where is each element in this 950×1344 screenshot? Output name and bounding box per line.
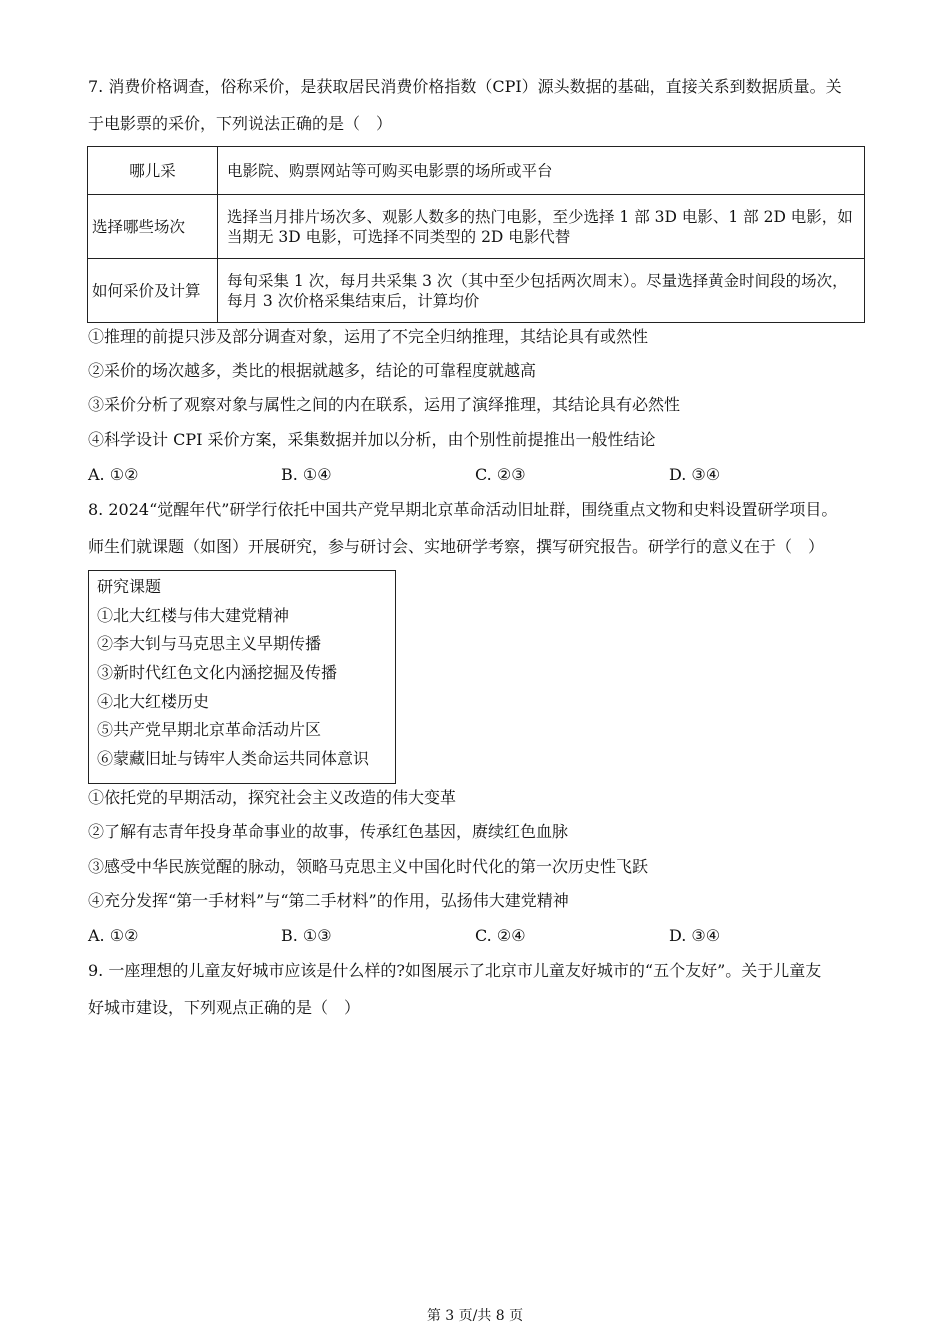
q7-option-c: C. ②③: [475, 465, 526, 484]
q7-statement: ③采价分析了观察对象与属性之间的内在联系，运用了演绎推理，其结论具有必然性: [88, 395, 681, 414]
q8-stem-line-2: 师生们就课题（如图）开展研究，参与研讨会、实地研学考察，撰写研究报告。研学行的意义在于（ ）: [88, 537, 825, 556]
box-item: ②李大钊与马克思主义早期传播: [97, 634, 322, 653]
box-item: ⑤共产党早期北京革命活动片区: [97, 720, 322, 739]
q9-stem-line-2: 好城市建设，下列观点正确的是（ ）: [88, 998, 361, 1017]
q7-option-a: A. ①②: [88, 465, 139, 484]
box-item: ⑥蒙藏旧址与铸牢人类命运共同体意识: [97, 749, 370, 768]
q8-option-d: D. ③④: [669, 926, 721, 945]
box-item: ④北大红楼历史: [97, 692, 210, 711]
table-row: [88, 147, 865, 195]
q8-option-c: C. ②④: [475, 926, 526, 945]
q8-statement: ④充分发挥“第一手材料”与“第二手材料”的作用，弘扬伟大建党精神: [88, 891, 569, 910]
q7-stem-line-2: 于电影票的采价，下列说法正确的是（ ）: [88, 114, 393, 133]
box-title: 研究课题: [97, 577, 162, 596]
box-item: ①北大红楼与伟大建党精神: [97, 606, 290, 625]
q8-statement: ①依托党的早期活动，探究社会主义改造的伟大变革: [88, 788, 457, 807]
page-footer: 第 3 页/共 8 页: [426, 1308, 524, 1324]
table-head-cell: 选择哪些场次: [88, 195, 218, 259]
q7-table: [87, 146, 865, 323]
q7-stem-line-1: 7. 消费价格调查，俗称采价，是获取居民消费价格指数（CPI）源头数据的基础，直接关系到数据质量。关: [88, 77, 842, 96]
q8-stem-line-1: 8. 2024“觉醒年代”研学行依托中国共产党早期北京革命活动旧址群，围绕重点文物和史料设置研学项目。: [88, 500, 838, 519]
q8-statement: ②了解有志青年投身革命事业的故事，传承红色基因，赓续红色血脉: [88, 822, 569, 841]
research-topics-box: [88, 570, 396, 784]
q7-statement: ①推理的前提只涉及部分调查对象，运用了不完全归纳推理，其结论具有或然性: [88, 327, 649, 346]
box-item: ③新时代红色文化内涵挖掘及传播: [97, 663, 338, 682]
table-head-cell: 如何采价及计算: [88, 259, 218, 323]
q9-stem-line-1: 9. 一座理想的儿童友好城市应该是什么样的?如图展示了北京市儿童友好城市的“五个友好”。关于儿童友: [88, 961, 822, 980]
q7-option-d: D. ③④: [669, 465, 721, 484]
table-body-cell: 选择当月排片场次多、观影人数多的热门电影，至少选择 1 部 3D 电影、1 部 2D 电影，如当期无 3D 电影，可选择不同类型的 2D 电影代替: [218, 195, 865, 259]
q7-statement: ②采价的场次越多，类比的根据就越多，结论的可靠程度就越高: [88, 361, 537, 380]
table-head-cell: 哪儿采: [88, 147, 218, 195]
q8-statement: ③感受中华民族觉醒的脉动，领略马克思主义中国化时代化的第一次历史性飞跃: [88, 857, 649, 876]
table-row: [88, 195, 865, 259]
table-body-cell: 每旬采集 1 次，每月共采集 3 次（其中至少包括两次周末）。尽量选择黄金时间段的场次，每月 3 次价格采集结束后，计算均价: [218, 259, 865, 323]
q7-option-b: B. ①④: [281, 465, 332, 484]
q7-statement: ④科学设计 CPI 采价方案，采集数据并加以分析，由个别性前提推出一般性结论: [88, 430, 656, 449]
table-body-cell: 电影院、购票网站等可购买电影票的场所或平台: [218, 147, 865, 195]
q8-option-a: A. ①②: [88, 926, 139, 945]
table-row: [88, 259, 865, 323]
q8-option-b: B. ①③: [281, 926, 332, 945]
